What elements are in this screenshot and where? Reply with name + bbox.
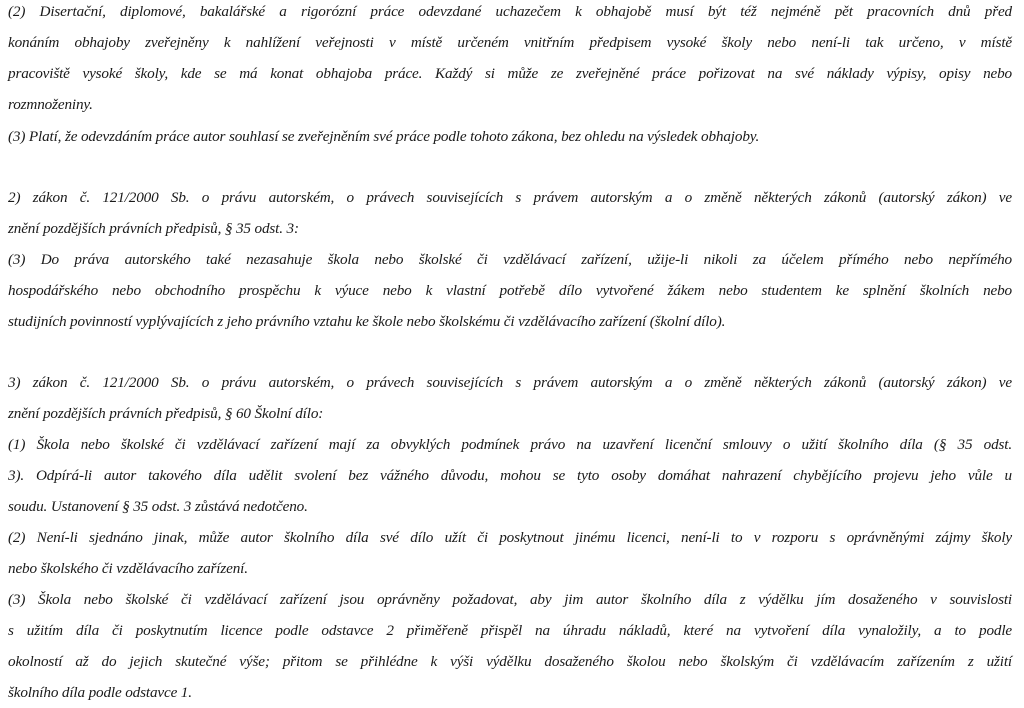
footnote-3-paragraph-1-line-3: soudu. Ustanovení § 35 odst. 3 zůstává nedotčeno. xyxy=(8,498,308,515)
footnote-2-paragraph-line-2: hospodářského nebo obchodního prospěchu k výuce nebo k vlastní potřebě dílo vytvořené žákem nebo studentem ke splnění školních nebo xyxy=(8,282,1012,299)
paragraph-2-line-2: konáním obhajoby zveřejněny k nahlížení veřejnosti v místě určeném vnitřním předpisem vysoké školy nebo není-li tak určeno, v místě xyxy=(8,34,1012,51)
footnote-2-paragraph-line-3: studijních povinností vyplývajících z jeho právního vztahu ke škole nebo školskému či vzdělávacího zařízení (školní dílo). xyxy=(8,313,726,330)
footnote-3-paragraph-3-line-2: s užitím díla či poskytnutím licence podle odstavce 2 přiměřeně přispěl na úhradu nákladů, které na vytvoření díla vynaložily, a to podle xyxy=(8,622,1012,639)
footnote-3-paragraph-2-line-1: (2) Není-li sjednáno jinak, může autor školního díla své dílo užít či poskytnout jinému licenci, není-li to v rozporu s oprávněnými zájmy školy xyxy=(8,529,1012,546)
footnote-3-heading-line-1: 3) zákon č. 121/2000 Sb. o právu autorském, o právech souvisejících s právem autorským a o změně některých zákonů (autorský zákon) ve xyxy=(8,374,1012,391)
paragraph-2-line-1: (2) Disertační, diplomové, bakalářské a rigorózní práce odevzdané uchazečem k obhajobě musí být též nejméně pět pracovních dnů před xyxy=(8,3,1012,20)
footnote-3-heading-line-2: znění pozdějších právních předpisů, § 60 Školní dílo: xyxy=(8,405,324,422)
footnote-3-paragraph-2-line-2: nebo školského či vzdělávacího zařízení. xyxy=(8,560,248,577)
footnote-3-paragraph-3-line-4: školního díla podle odstavce 1. xyxy=(8,684,192,701)
footnote-2-paragraph-line-1: (3) Do práva autorského také nezasahuje škola nebo školské či vzdělávací zařízení, užije-li nikoli za účelem přímého nebo nepřímého xyxy=(8,251,1012,268)
paragraph-2-line-3: pracoviště vysoké školy, kde se má konat obhajoba práce. Každý si může ze zveřejněné práce pořizovat na své náklady výpisy, opisy nebo xyxy=(8,65,1012,82)
paragraph-2-line-4: rozmnoženiny. xyxy=(8,96,93,113)
footnote-2-heading-line-1: 2) zákon č. 121/2000 Sb. o právu autorském, o právech souvisejících s právem autorským a o změně některých zákonů (autorský zákon) ve xyxy=(8,189,1012,206)
footnote-3-paragraph-3-line-1: (3) Škola nebo školské či vzdělávací zařízení jsou oprávněny požadovat, aby jim autor školního díla z výdělku jím dosaženého v souvislosti xyxy=(8,591,1012,608)
paragraph-3-line-1: (3) Platí, že odevzdáním práce autor souhlasí se zveřejněním své práce podle tohoto zákona, bez ohledu na výsledek obhajoby. xyxy=(8,128,760,145)
footnote-3-paragraph-1-line-1: (1) Škola nebo školské či vzdělávací zařízení mají za obvyklých podmínek právo na uzavření licenční smlouvy o užití školního díla (§ 35 odst. xyxy=(8,436,1012,453)
footnote-3-paragraph-3-line-3: okolností až do jejich skutečné výše; přitom se přihlédne k výši výdělku dosaženého školou nebo školským či vzdělávacím zařízením z užití xyxy=(8,653,1012,670)
footnote-2-heading-line-2: znění pozdějších právních předpisů, § 35 odst. 3: xyxy=(8,220,299,237)
footnote-3-paragraph-1-line-2: 3). Odpírá-li autor takového díla udělit svolení bez vážného důvodu, mohou se tyto osoby domáhat nahrazení chybějícího projevu jeho vůle u xyxy=(8,467,1012,484)
